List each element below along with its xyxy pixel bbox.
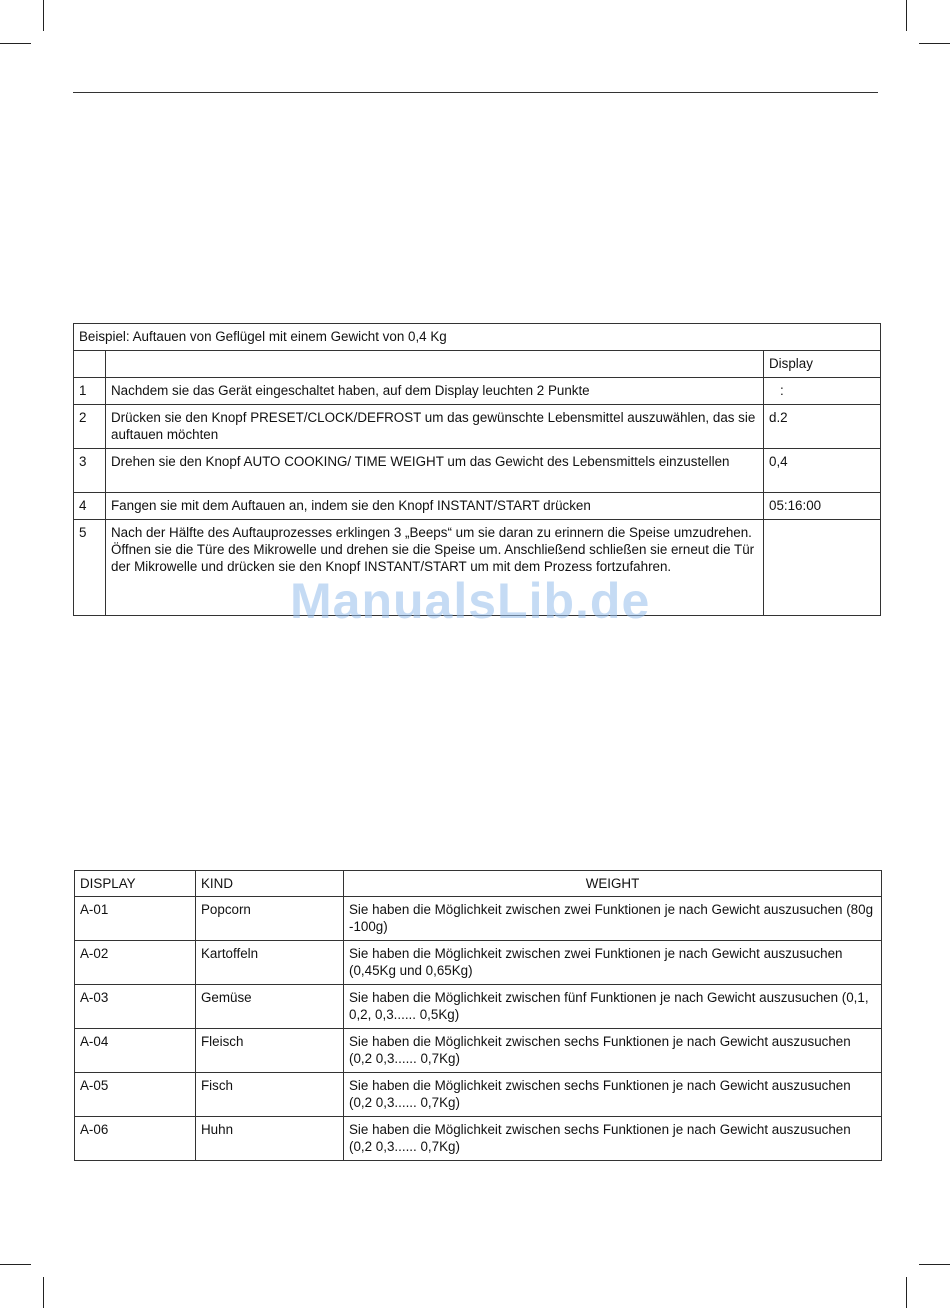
display-column-header: Display: [764, 351, 881, 378]
table-row: [74, 378, 881, 405]
step-display: d.2: [764, 405, 881, 449]
auto-cooking-table: [74, 870, 882, 1161]
step-display: 05:16:00: [764, 493, 881, 520]
table-row: [74, 520, 881, 616]
table-row: [74, 449, 881, 493]
watermark: ManualsLib.de: [290, 573, 651, 629]
empty-cell: [106, 351, 764, 378]
step-number: 4: [74, 493, 106, 520]
step-text: Fangen sie mit dem Auftauen an, indem sie den Knopf INSTANT/START drücken: [106, 493, 764, 520]
program-code: A-01: [75, 897, 196, 941]
program-weight: Sie haben die Möglichkeit zwischen fünf Funktionen je nach Gewicht auszusuchen (0,1, 0,2, 0,3...... 0,5Kg): [344, 985, 882, 1029]
program-kind: Huhn: [196, 1117, 344, 1161]
program-kind: Popcorn: [196, 897, 344, 941]
table-row: [75, 1029, 882, 1073]
table-row: [75, 985, 882, 1029]
table-row: [75, 1073, 882, 1117]
step-text: Nachdem sie das Gerät eingeschaltet haben, auf dem Display leuchten 2 Punkte: [106, 378, 764, 405]
table-row: [75, 1117, 882, 1161]
step-number: 3: [74, 449, 106, 493]
crop-mark: [919, 1264, 950, 1265]
step-text: Drücken sie den Knopf PRESET/CLOCK/DEFROST um das gewünschte Lebensmittel auszuwählen, das sie auftauen möchten: [106, 405, 764, 449]
table-row: [74, 405, 881, 449]
defrost-example-table: [73, 323, 881, 616]
step-number: 1: [74, 378, 106, 405]
step-number: 5: [74, 520, 106, 616]
column-header-display: DISPLAY: [75, 871, 196, 897]
step-paragraph: Nach der Hälfte des Auftauprozesses erklingen 3 „Beeps“ um sie daran zu erinnern die Speise umzudrehen.: [111, 525, 752, 540]
program-weight: Sie haben die Möglichkeit zwischen zwei Funktionen je nach Gewicht auszusuchen (0,45Kg und 0,65Kg): [344, 941, 882, 985]
program-code: A-05: [75, 1073, 196, 1117]
crop-mark: [43, 0, 44, 31]
crop-mark: [0, 43, 31, 44]
program-kind: Gemüse: [196, 985, 344, 1029]
table-row: [75, 941, 882, 985]
step-display: [764, 520, 881, 616]
crop-mark: [906, 1277, 907, 1308]
program-code: A-06: [75, 1117, 196, 1161]
step-text: [106, 520, 764, 616]
crop-mark: [0, 1264, 31, 1265]
column-header-weight: WEIGHT: [344, 871, 882, 897]
program-kind: Fisch: [196, 1073, 344, 1117]
program-code: A-02: [75, 941, 196, 985]
column-header-kind: KIND: [196, 871, 344, 897]
header-rule: [73, 92, 878, 93]
crop-mark: [43, 1277, 44, 1308]
step-display: :: [764, 378, 881, 405]
step-paragraph: Öffnen sie die Türe des Mikrowelle und drehen sie die Speise um. Anschließend schließen sie erneut die Tür der Mikrowelle und drücken sie den Knopf INSTANT/START um mit dem Prozess fortzufahren.: [111, 542, 755, 574]
program-code: A-04: [75, 1029, 196, 1073]
program-weight: Sie haben die Möglichkeit zwischen sechs Funktionen je nach Gewicht auszusuchen (0,2 0,3...... 0,7Kg): [344, 1029, 882, 1073]
table-row: [75, 897, 882, 941]
crop-mark: [919, 43, 950, 44]
program-code: A-03: [75, 985, 196, 1029]
program-kind: Fleisch: [196, 1029, 344, 1073]
program-kind: Kartoffeln: [196, 941, 344, 985]
program-weight: Sie haben die Möglichkeit zwischen sechs Funktionen je nach Gewicht auszusuchen (0,2 0,3...... 0,7Kg): [344, 1073, 882, 1117]
table-title: Beispiel: Auftauen von Geflügel mit einem Gewicht von 0,4 Kg: [74, 324, 881, 351]
crop-mark: [906, 0, 907, 31]
program-weight: Sie haben die Möglichkeit zwischen zwei Funktionen je nach Gewicht auszusuchen (80g -100g): [344, 897, 882, 941]
step-text: Drehen sie den Knopf AUTO COOKING/ TIME WEIGHT um das Gewicht des Lebensmittels einzustellen: [106, 449, 764, 493]
empty-cell: [74, 351, 106, 378]
table-row: [74, 493, 881, 520]
step-display: 0,4: [764, 449, 881, 493]
program-weight: Sie haben die Möglichkeit zwischen sechs Funktionen je nach Gewicht auszusuchen (0,2 0,3...... 0,7Kg): [344, 1117, 882, 1161]
step-number: 2: [74, 405, 106, 449]
